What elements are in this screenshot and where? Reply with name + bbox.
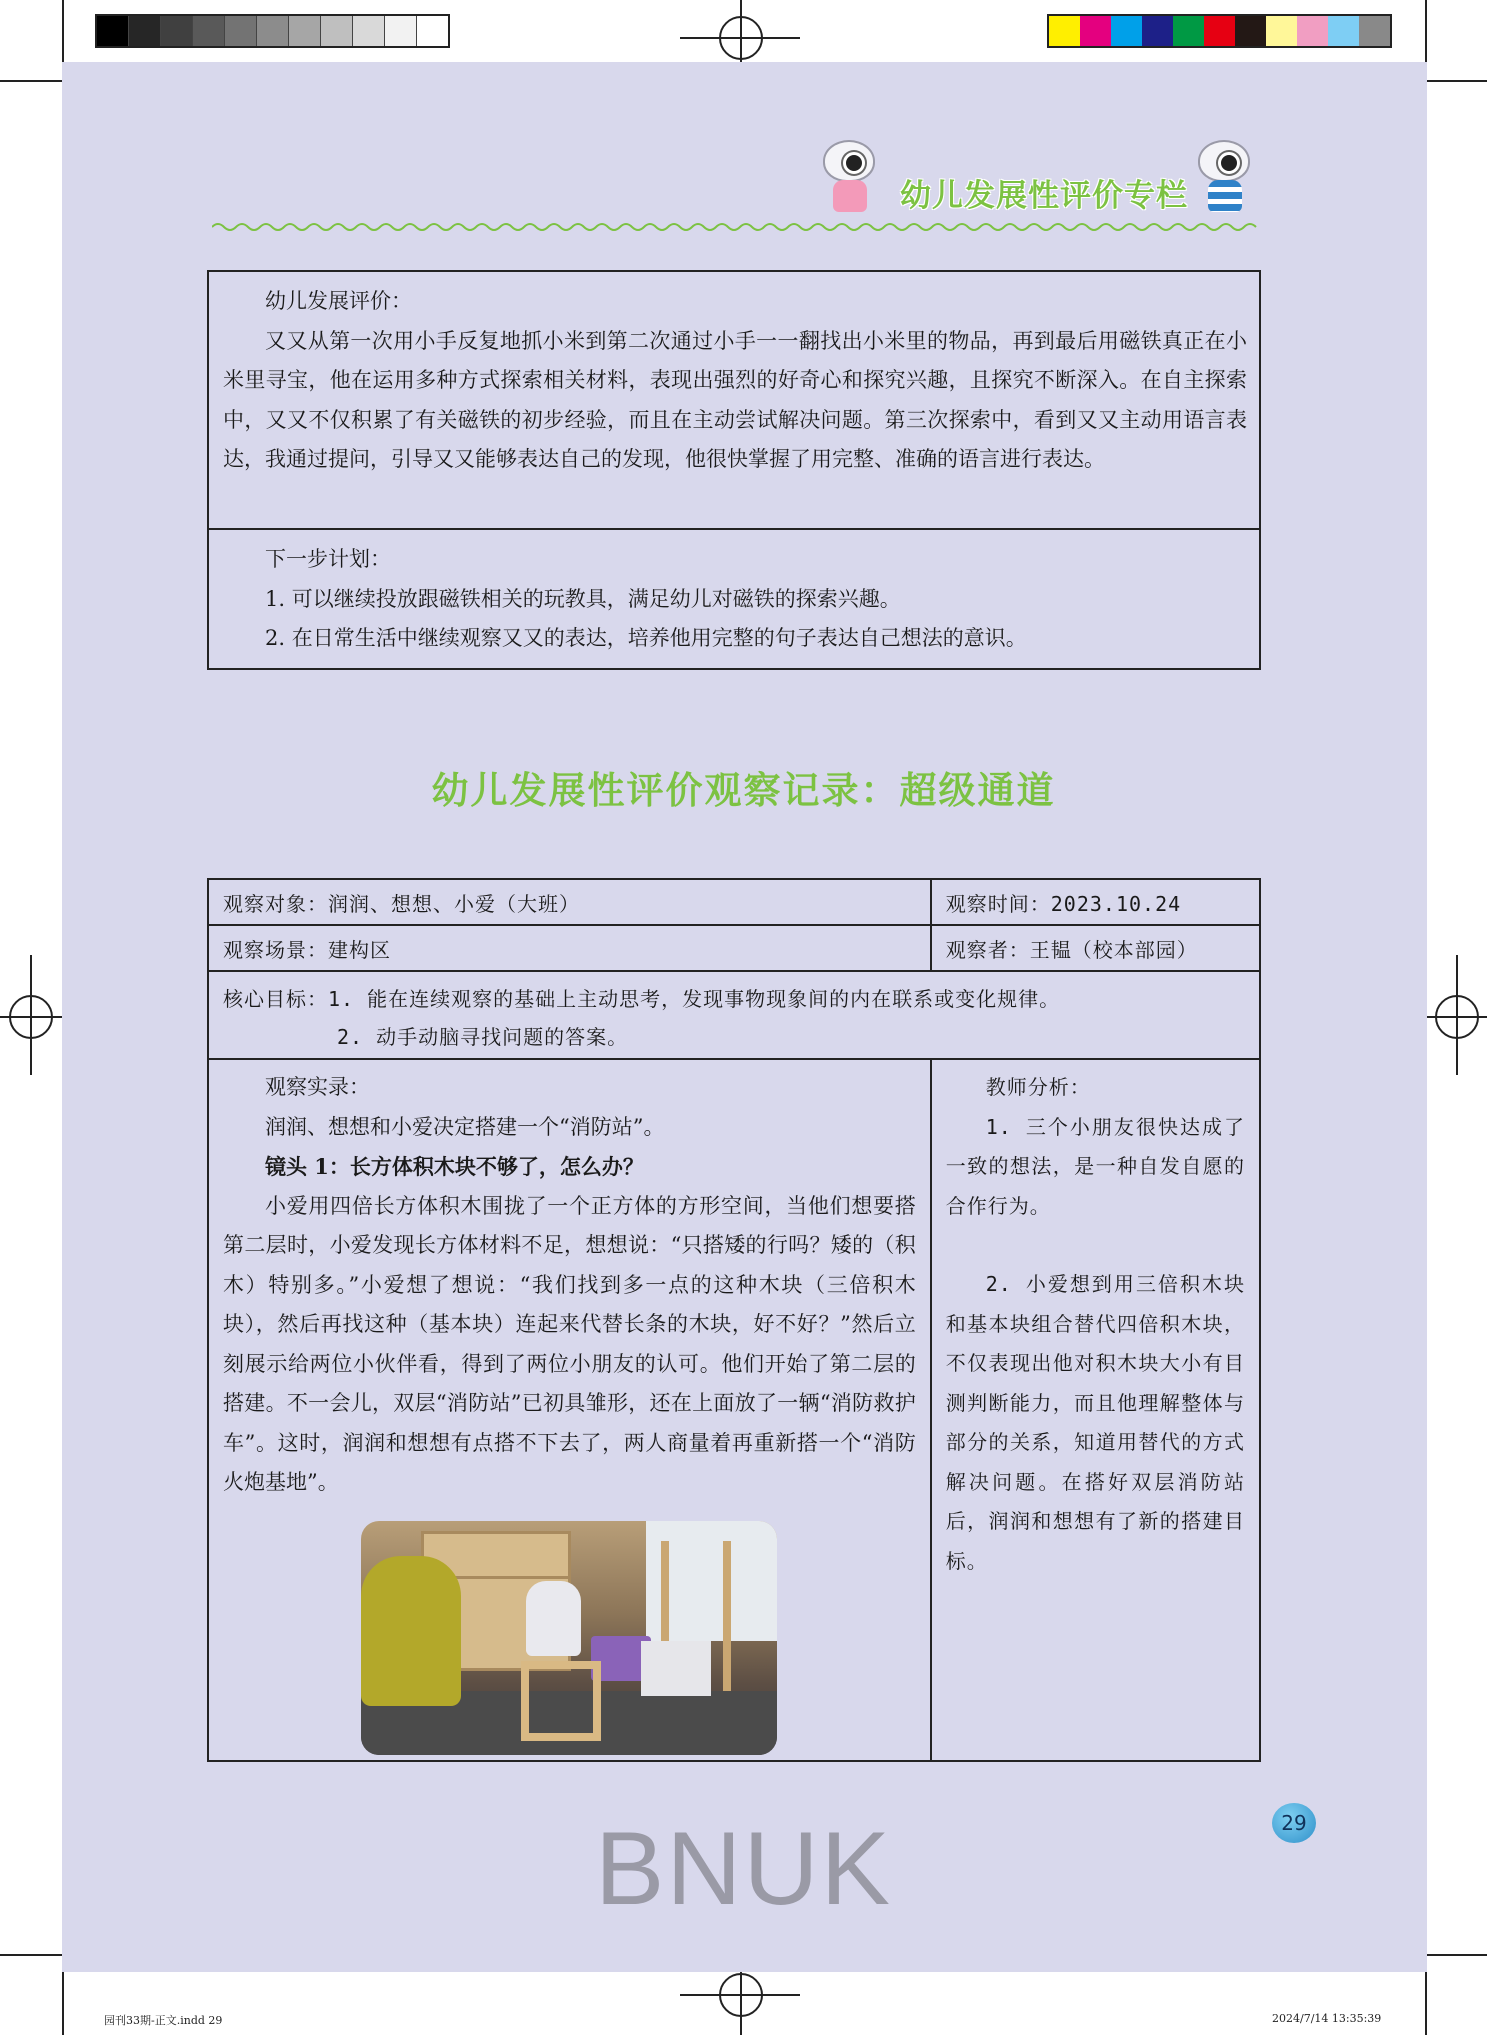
- core-goal-item: 2. 动手动脑寻找问题的答案。: [337, 1025, 629, 1049]
- classroom-photo: [361, 1521, 777, 1755]
- analysis-heading: 教师分析：: [985, 1075, 1091, 1099]
- page-number-badge: 29: [1272, 1803, 1316, 1843]
- crop-mark: [0, 80, 62, 82]
- watermark-logo: BNUK: [595, 1811, 892, 1927]
- footer-timestamp: 2024/7/14 13:35:39: [1272, 2012, 1382, 2025]
- observation-scene: 观察场景：建构区: [208, 925, 931, 971]
- analysis-point: 2. 小爱想到用三倍积木块和基本块组合替代四倍积木块，不仅表现出他对积木块大小有目测判断能力，而且他理解整体与部分的关系，知道用替代的方式解决问题。在搭好双层消防站后，润润和想想有了新的搭建目标。: [945, 1272, 1245, 1573]
- section-title: 幼儿发展性评价观察记录：超级通道: [431, 769, 1056, 812]
- record-intro: 润润、想想和小爱决定搭建一个“消防站”。: [265, 1114, 665, 1139]
- crop-mark: [1427, 80, 1487, 82]
- mascot-blue-icon: [1190, 140, 1260, 220]
- record-scene-title: 镜头 1：长方体积木块不够了，怎么办？: [265, 1154, 644, 1179]
- grayscale-calibration-bar: [95, 14, 450, 48]
- evaluation-section: [209, 272, 1259, 530]
- color-calibration-bar: [1047, 14, 1392, 48]
- analysis-cell: [931, 1059, 1260, 1761]
- column-title: 幼儿发展性评价专栏: [900, 178, 1188, 214]
- crop-mark: [0, 1954, 62, 1956]
- next-plan-heading: 下一步计划：: [265, 547, 391, 571]
- core-goals-cell: [208, 971, 1260, 1059]
- observation-table: [207, 878, 1261, 1762]
- next-plan-item: 2. 在日常生活中继续观察又又的表达，培养他用完整的句子表达自己想法的意识。: [265, 626, 1027, 650]
- analysis-point: 1. 三个小朋友很快达成了一致的想法，是一种自发自愿的合作行为。: [945, 1114, 1245, 1218]
- crop-mark: [62, 1972, 64, 2035]
- crop-mark: [1427, 1954, 1487, 1956]
- evaluation-body: 又又从第一次用小手反复地抓小米到第二次通过小手一一翻找出小米里的物品，再到最后用磁铁真正在小米里寻宝，他在运用多种方式探索相关材料，表现出强烈的好奇心和探究兴趣，且探究不断深入。在自主探索中，又又不仅积累了有关磁铁的初步经验，而且在主动尝试解决问题。第三次探索中，看到又又主动用语言表达，我通过提问，引导又又能够表达自己的发现，他很快掌握了用完整、准确的语言进行表达。: [223, 328, 1247, 471]
- crop-mark: [1425, 1972, 1427, 2035]
- observation-time: 观察时间：2023.10.24: [931, 879, 1260, 925]
- crop-mark: [62, 0, 64, 62]
- record-heading: 观察实录：: [265, 1075, 370, 1099]
- crop-mark: [1425, 0, 1427, 62]
- observation-observer: 观察者：王韫（校本部园）: [931, 925, 1260, 971]
- core-goal-item: 1. 能在连续观察的基础上主动思考，发现事物现象间的内在联系或变化规律。: [328, 987, 1061, 1011]
- mascot-pink-icon: [815, 140, 885, 220]
- footer-file-slug: 园刊33期-正文.indd 29: [104, 2014, 223, 2027]
- core-goals-label: 核心目标：: [223, 987, 328, 1011]
- record-cell: [208, 1059, 931, 1761]
- next-plan-item: 1. 可以继续投放跟磁铁相关的玩教具，满足幼儿对磁铁的探索兴趣。: [265, 586, 901, 611]
- evaluation-heading: 幼儿发展评价：: [265, 289, 412, 313]
- decorative-wave-divider: [212, 220, 1262, 234]
- observation-subjects: 观察对象：润润、想想、小爱（大班）: [208, 879, 931, 925]
- evaluation-box: [207, 270, 1261, 670]
- record-body: 小爱用四倍长方体积木围拢了一个正方体的方形空间，当他们想要搭第二层时，小爱发现长方体材料不足，想想说：“只搭矮的行吗？矮的（积木）特别多。”小爱想了想说：“我们找到多一点的这种木块（三倍积木块），然后再找这种（基本块）连起来代替长条的木块，好不好？”然后立刻展示给两位小伙伴看，得到了两位小朋友的认可。他们开始了第二层的搭建。不一会儿，双层“消防站”已初具雏形，还在上面放了一辆“消防救护车”。这时，润润和想想有点搭不下去了，两人商量着再重新搭一个“消防火炮基地”。: [223, 1193, 916, 1494]
- next-plan-section: [209, 530, 1259, 659]
